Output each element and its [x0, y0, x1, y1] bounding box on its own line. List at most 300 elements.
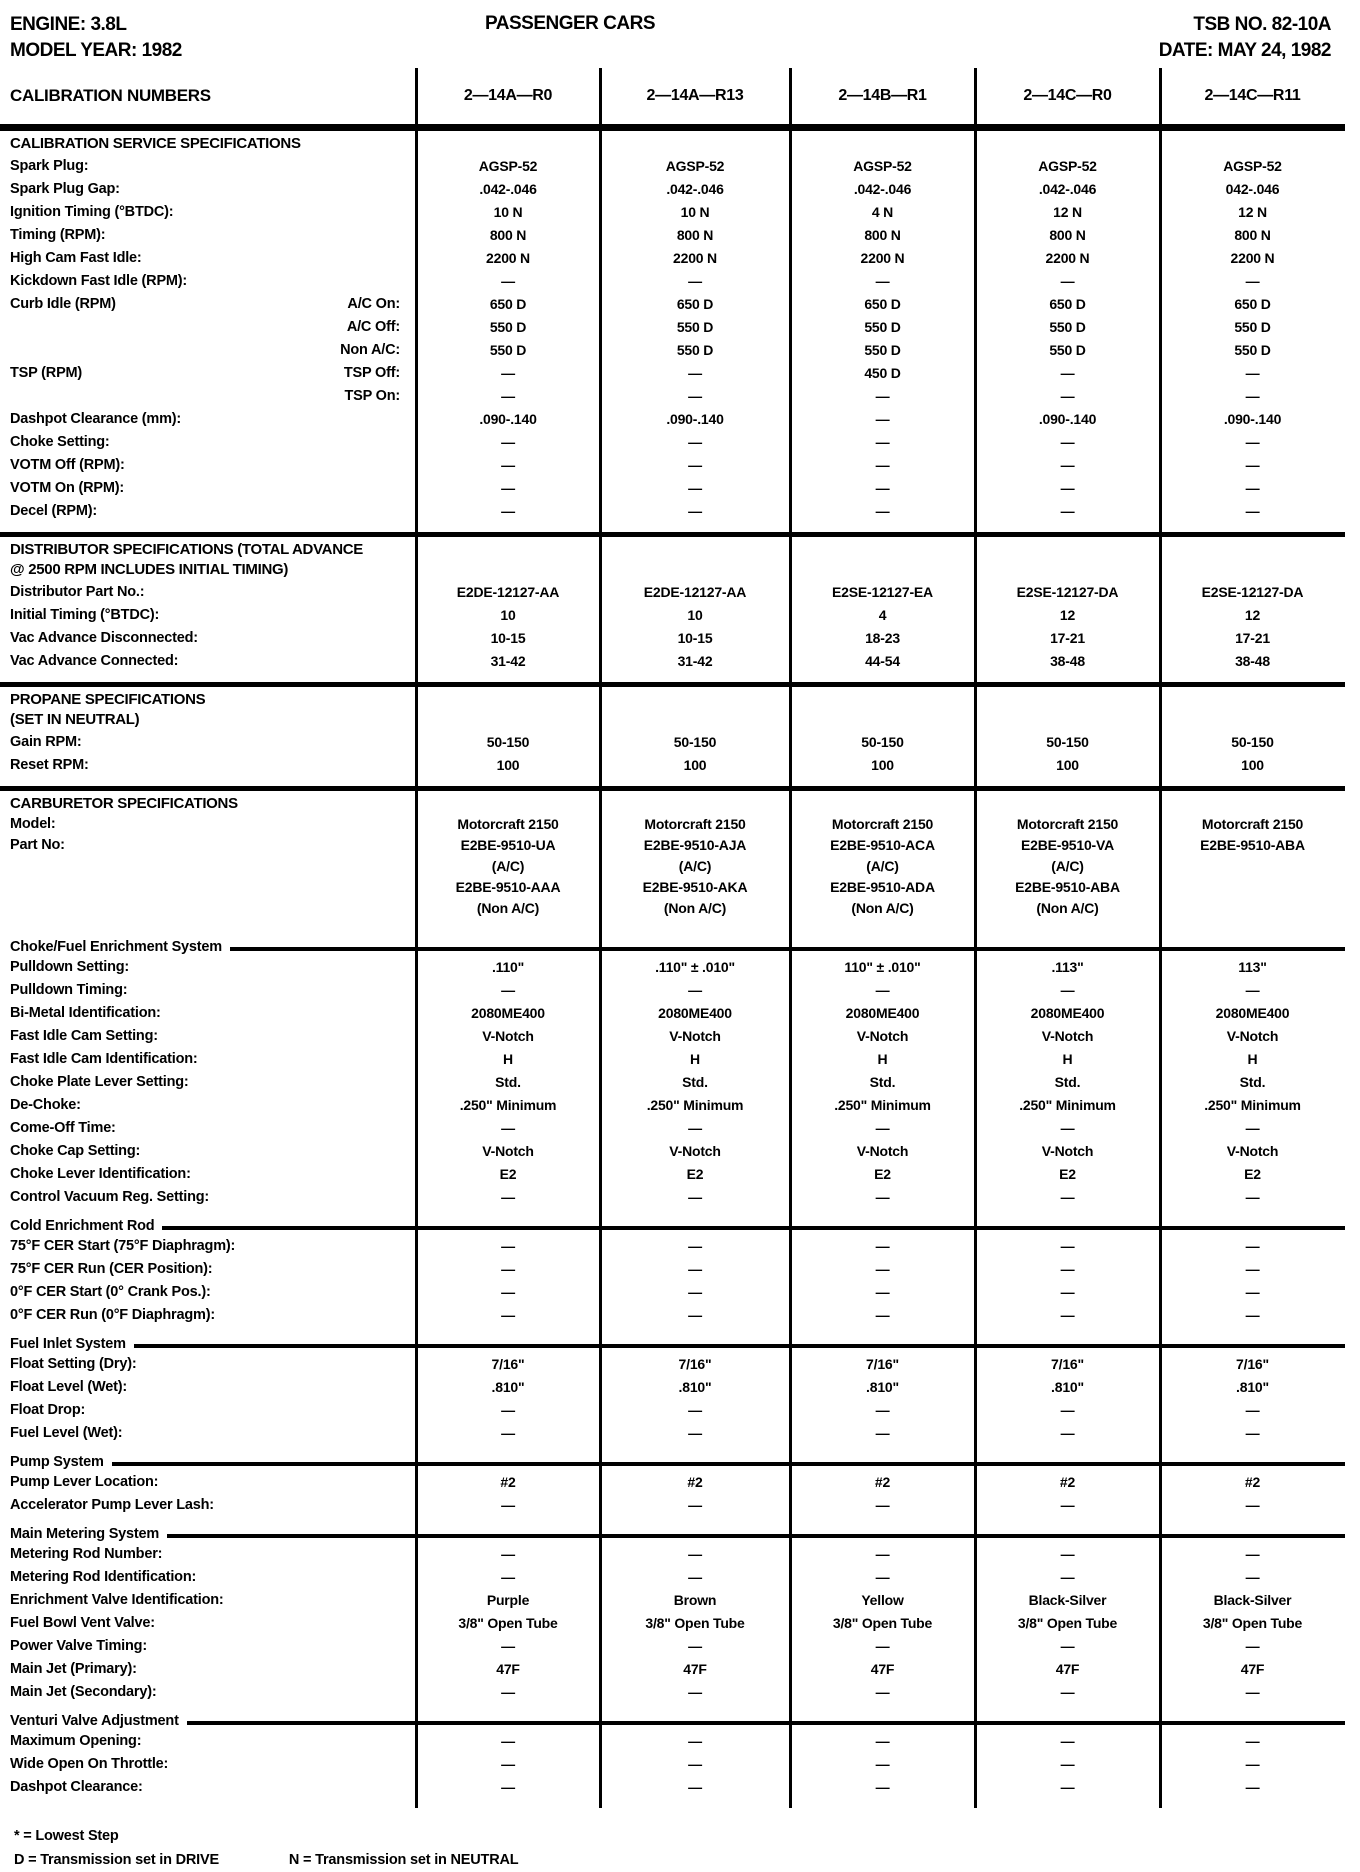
spec-value: —: [688, 1260, 702, 1277]
spec-value: —: [688, 1778, 702, 1795]
row-label: [0, 1779, 416, 1795]
row-label-text: Come-Off Time:: [10, 1119, 116, 1136]
spec-value: —: [501, 1260, 515, 1277]
row-label: [0, 1592, 416, 1608]
spec-value: —: [501, 1755, 515, 1772]
section-title-line: DISTRIBUTOR SPECIFICATIONS (TOTAL ADVANCE: [10, 541, 363, 558]
spec-row: [0, 1588, 1345, 1611]
spec-row: [0, 730, 1345, 753]
row-label: [0, 273, 416, 289]
spec-value: 47F: [1240, 1660, 1265, 1677]
row-label: [0, 181, 416, 197]
spec-value-line: E2BE-9510-AAA: [455, 879, 561, 895]
row-label-text: TSP (RPM): [10, 364, 83, 381]
spec-value: —: [1245, 1732, 1260, 1749]
spec-value: —: [1060, 1260, 1075, 1277]
subsection-header: [0, 1705, 1345, 1729]
row-label-text: 75°F CER Run (CER Position):: [10, 1260, 213, 1277]
spec-value: 550 D: [1234, 341, 1271, 358]
row-label: [0, 607, 416, 623]
row-sublabel: A/C On:: [347, 295, 400, 312]
spec-value: .250" Minimum: [646, 1096, 744, 1113]
footnote-neutral: N = Transmission set in NEUTRAL: [288, 1852, 519, 1868]
spec-value: —: [1245, 272, 1260, 289]
row-label: [0, 1546, 416, 1562]
spec-value: —: [1245, 1237, 1260, 1254]
row-label: [0, 1307, 416, 1323]
spec-value: —: [688, 1683, 702, 1700]
spec-value: —: [688, 1568, 702, 1585]
spec-value: —: [688, 1732, 702, 1749]
spec-row: [0, 338, 1345, 361]
subsection-header: [0, 1446, 1345, 1470]
spec-value: H: [690, 1050, 700, 1067]
row-label: [0, 411, 416, 427]
spec-value-line: E2BE-9510-ACA: [830, 837, 935, 853]
spec-value: .042-.046: [1038, 180, 1097, 197]
footnotes: [0, 1808, 1345, 1872]
spec-row: [0, 955, 1345, 978]
spec-value: —: [1245, 1545, 1260, 1562]
spec-value: [790, 814, 975, 919]
spec-value: —: [1245, 1637, 1260, 1654]
row-label: [0, 319, 416, 335]
column-divider: [789, 68, 792, 1808]
spec-value: —: [875, 981, 890, 998]
spec-row: [0, 1634, 1345, 1657]
spec-row: [0, 1093, 1345, 1116]
spec-value: AGSP-52: [1038, 157, 1097, 174]
spec-value: —: [1060, 1283, 1075, 1300]
spec-value: 50-150: [1046, 733, 1089, 750]
spec-row: [0, 200, 1345, 223]
spec-value: 100: [683, 756, 707, 773]
spec-value: 3/8" Open Tube: [832, 1614, 933, 1631]
spec-value: —: [1245, 1496, 1260, 1513]
row-label: [0, 1615, 416, 1631]
row-label-text: Spark Plug:: [10, 157, 89, 174]
spec-value: 4: [878, 606, 887, 623]
header-right-block: [780, 12, 1345, 64]
row-label-text: Curb Idle (RPM): [10, 295, 116, 312]
spec-value: #2: [1244, 1473, 1261, 1490]
row-label: [0, 342, 416, 358]
spec-value: .250" Minimum: [834, 1096, 931, 1113]
spec-row: [0, 1116, 1345, 1139]
spec-value: —: [688, 1188, 702, 1205]
spec-value: —: [875, 1237, 890, 1254]
spec-value: .042-.046: [666, 180, 724, 197]
spec-value-line: (Non A/C): [476, 900, 540, 916]
spec-value: —: [688, 1637, 702, 1654]
column-header-2: 2—14A—R13: [646, 87, 744, 104]
spec-value: —: [501, 456, 515, 473]
spec-value: —: [1060, 433, 1075, 450]
row-label-text: Dashpot Clearance:: [10, 1778, 143, 1795]
spec-value: —: [875, 1496, 890, 1513]
row-label-text: Enrichment Valve Identification:: [10, 1591, 224, 1608]
row-label-text: Metering Rod Identification:: [10, 1568, 197, 1585]
spec-value: 4 N: [871, 203, 894, 220]
spec-row: [0, 603, 1345, 626]
row-label-text: Main Jet (Secondary):: [10, 1683, 157, 1700]
row-label-text: Pump Lever Location:: [10, 1473, 159, 1490]
spec-value-line: E2BE-9510-UA: [460, 837, 556, 853]
spec-value: AGSP-52: [665, 157, 725, 174]
spec-value: —: [1060, 479, 1075, 496]
spec-value: —: [688, 387, 702, 404]
spec-value: 100: [1056, 756, 1079, 773]
spec-value: 17-21: [1235, 629, 1270, 646]
row-label-text: 75°F CER Start (75°F Diaphragm):: [10, 1237, 236, 1254]
spec-value: —: [1060, 1637, 1075, 1654]
spec-value: 2200 N: [1045, 249, 1090, 266]
spec-value: 47F: [1055, 1660, 1080, 1677]
spec-value: .250" Minimum: [1019, 1096, 1116, 1113]
spec-value: 2080ME400: [658, 1004, 732, 1021]
spec-value-line: (Non A/C): [851, 900, 914, 916]
spec-value: 10 N: [680, 203, 710, 220]
row-label: [0, 1638, 416, 1654]
row-label: [0, 250, 416, 266]
spec-value: —: [688, 1401, 702, 1418]
row-label: [0, 503, 416, 519]
row-label-text: Metering Rod Number:: [10, 1545, 163, 1562]
spec-value: —: [875, 1778, 890, 1795]
spec-value: 2200 N: [486, 249, 530, 266]
spec-row: [0, 246, 1345, 269]
spec-value: 3/8" Open Tube: [645, 1614, 745, 1631]
spec-value: —: [1060, 1237, 1075, 1254]
row-label: [0, 959, 416, 975]
spec-value-line: (A/C): [491, 858, 525, 874]
spec-value: 550 D: [676, 318, 714, 335]
spec-value: —: [1060, 272, 1075, 289]
spec-value: .090-.140: [1038, 410, 1097, 427]
spec-value: 7/16": [678, 1355, 712, 1372]
spec-value: —: [1060, 1424, 1075, 1441]
table-section: [0, 537, 1345, 682]
spec-value: [600, 814, 790, 919]
spec-value: 650 D: [676, 295, 714, 312]
spec-value: —: [501, 433, 515, 450]
spec-row: [0, 1752, 1345, 1775]
spec-value: —: [1245, 364, 1260, 381]
spec-value: —: [688, 502, 702, 519]
spec-row: [0, 1303, 1345, 1326]
spec-value: #2: [874, 1473, 891, 1490]
row-label-text: Fuel Bowl Vent Valve:: [10, 1614, 155, 1631]
spec-value: E2: [1244, 1165, 1261, 1182]
spec-value: —: [501, 479, 515, 496]
row-label-text: Vac Advance Disconnected:: [10, 629, 198, 646]
calibration-numbers-label: CALIBRATION NUMBERS: [10, 86, 211, 105]
spec-value: 44-54: [865, 652, 900, 669]
spec-value-line: E2BE-9510-ABA: [1015, 879, 1120, 895]
spec-value: 7/16": [1236, 1355, 1269, 1372]
row-label: [0, 1425, 416, 1441]
row-label-text: Control Vacuum Reg. Setting:: [10, 1188, 210, 1205]
spec-value: V-Notch: [669, 1142, 721, 1159]
spec-value: 042-.046: [1225, 180, 1280, 197]
spec-value: AGSP-52: [1223, 157, 1282, 174]
spec-value: —: [501, 364, 515, 381]
spec-value: .250" Minimum: [1204, 1096, 1301, 1113]
row-label-text: Choke Plate Lever Setting:: [10, 1073, 189, 1090]
footnote-lowest-step: * = Lowest Step: [14, 1828, 119, 1844]
spec-value: 2080ME400: [471, 1004, 545, 1021]
subsection-label: Venturi Valve Adjustment: [10, 1713, 179, 1729]
row-label-text: Float Setting (Dry):: [10, 1355, 137, 1372]
spec-value: V-Notch: [1226, 1142, 1279, 1159]
row-label-text: Spark Plug Gap:: [10, 180, 120, 197]
spec-value: —: [501, 1778, 515, 1795]
spec-value: —: [688, 1119, 702, 1136]
spec-value: —: [1060, 1732, 1075, 1749]
spec-value: .090-.140: [479, 410, 537, 427]
spec-value: —: [875, 410, 890, 427]
row-label: [0, 1474, 416, 1490]
spec-row: [0, 1680, 1345, 1703]
spec-row: [0, 177, 1345, 200]
spec-value: 550 D: [1234, 318, 1271, 335]
row-label-text: Reset RPM:: [10, 756, 89, 773]
row-label-text: Choke Lever Identification:: [10, 1165, 191, 1182]
section-title: [0, 690, 1345, 730]
header-left-block: [10, 12, 360, 64]
spec-value: .250" Minimum: [459, 1096, 557, 1113]
spec-value: —: [1060, 364, 1075, 381]
spec-value: 100: [496, 756, 520, 773]
spec-value: —: [501, 981, 515, 998]
spec-value: 2080ME400: [1030, 1004, 1105, 1021]
spec-value: —: [875, 456, 890, 473]
spec-value: —: [875, 479, 890, 496]
row-label-text: Ignition Timing (°BTDC):: [10, 203, 174, 220]
spec-row: [0, 814, 1345, 919]
spec-value: —: [688, 456, 702, 473]
spec-value: 12: [1244, 606, 1261, 623]
spec-row: [0, 1139, 1345, 1162]
spec-value: —: [875, 387, 890, 404]
spec-value-line: (A/C): [678, 858, 712, 874]
spec-value: [416, 814, 600, 919]
subsection-label: Choke/Fuel Enrichment System: [10, 939, 222, 955]
spec-value: —: [688, 1283, 702, 1300]
section-title: [0, 794, 1345, 814]
row-label-text: Gain RPM:: [10, 733, 82, 750]
spec-value: —: [688, 1545, 702, 1562]
spec-value: .110" ± .010": [655, 958, 735, 975]
spec-value: Std.: [682, 1073, 708, 1090]
row-label: [0, 1120, 416, 1136]
spec-value: 550 D: [1049, 318, 1086, 335]
spec-value: Std.: [495, 1073, 521, 1090]
spec-value: —: [1060, 1306, 1075, 1323]
spec-row: [0, 1565, 1345, 1588]
spec-value: —: [688, 1306, 702, 1323]
row-label-text: 0°F CER Run (0°F Diaphragm):: [10, 1306, 215, 1323]
spec-value: 10-15: [677, 629, 713, 646]
row-label: [0, 584, 416, 600]
spec-value: 10: [687, 606, 703, 623]
spec-value: H: [1247, 1050, 1258, 1067]
spec-value: —: [1060, 981, 1075, 998]
spec-value: —: [501, 502, 515, 519]
spec-value: .810": [866, 1378, 899, 1395]
spec-row: [0, 1421, 1345, 1444]
row-label-text: Power Valve Timing:: [10, 1637, 147, 1654]
row-sublabel: TSP On:: [344, 387, 400, 404]
row-label: [0, 982, 416, 998]
page-title: PASSENGER CARS: [484, 13, 655, 34]
spec-row: [0, 499, 1345, 522]
spec-value: —: [501, 1119, 515, 1136]
spec-value: —: [1245, 1306, 1260, 1323]
spec-value: —: [1060, 1188, 1075, 1205]
spec-row: [0, 361, 1345, 384]
spec-value: —: [688, 1496, 702, 1513]
spec-value: 550 D: [864, 341, 901, 358]
spec-value: —: [875, 1260, 890, 1277]
spec-value: E2SE-12127-DA: [1201, 583, 1304, 600]
spec-value: E2SE-12127-DA: [1016, 583, 1119, 600]
row-label: [0, 1569, 416, 1585]
spec-value: —: [875, 1119, 890, 1136]
spec-value: H: [877, 1050, 888, 1067]
spec-value: —: [501, 1401, 515, 1418]
row-label: [0, 1166, 416, 1182]
spec-row: [0, 580, 1345, 603]
row-label-text: Decel (RPM):: [10, 502, 98, 519]
spec-value: —: [875, 1306, 890, 1323]
spec-value: H: [503, 1050, 513, 1067]
spec-value-line: Motorcraft 2150: [831, 816, 934, 832]
section-title: [0, 134, 1345, 154]
row-label: [0, 1733, 416, 1749]
row-label: [0, 1189, 416, 1205]
row-label: [0, 630, 416, 646]
spec-value: AGSP-52: [478, 157, 538, 174]
row-label: [0, 1238, 416, 1254]
row-label-text: Pulldown Setting:: [10, 958, 130, 975]
spec-value: 10: [500, 606, 516, 623]
spec-row: [0, 453, 1345, 476]
row-label: [0, 1261, 416, 1277]
spec-value-line: E2BE-9510-ADA: [830, 879, 935, 895]
spec-value: —: [1245, 1188, 1260, 1205]
spec-value: 3/8" Open Tube: [458, 1614, 558, 1631]
section-title-line: CALIBRATION SERVICE SPECIFICATIONS: [10, 135, 301, 152]
table-sections: [0, 131, 1345, 1808]
spec-value: —: [1245, 1778, 1260, 1795]
table-section: [0, 687, 1345, 786]
spec-row: [0, 1493, 1345, 1516]
spec-value: .090-.140: [1223, 410, 1282, 427]
spec-value: 12 N: [1053, 203, 1082, 220]
spec-value: —: [1060, 456, 1075, 473]
spec-value-line: E2BE-9510-VA: [1020, 837, 1115, 853]
tsb-date: DATE: MAY 24, 1982: [1158, 40, 1331, 61]
spec-value: 110" ± .010": [844, 958, 921, 975]
spec-value: —: [501, 1568, 515, 1585]
spec-row: [0, 407, 1345, 430]
subsection-rule: [167, 1534, 1345, 1538]
spec-value: —: [875, 1424, 890, 1441]
spec-value: —: [1245, 1755, 1260, 1772]
spec-value: —: [501, 272, 515, 289]
spec-value: Std.: [869, 1073, 896, 1090]
row-label: [0, 1402, 416, 1418]
spec-value: 2200 N: [673, 249, 717, 266]
spec-value: E2DE-12127-AA: [456, 583, 560, 600]
spec-value: 100: [1241, 756, 1264, 773]
spec-value: Black-Silver: [1028, 1591, 1107, 1608]
spec-row: [0, 1257, 1345, 1280]
spec-value: 550 D: [489, 318, 527, 335]
spec-value: —: [875, 433, 890, 450]
subsection-label: Cold Enrichment Rod: [10, 1218, 155, 1234]
row-label: [0, 204, 416, 220]
spec-value: —: [1245, 981, 1260, 998]
spec-row: [0, 1047, 1345, 1070]
row-label-text: Main Jet (Primary):: [10, 1660, 137, 1677]
spec-value: —: [1060, 1568, 1075, 1585]
spec-value: —: [501, 1283, 515, 1300]
spec-value: .810": [1051, 1378, 1084, 1395]
spec-row: [0, 292, 1345, 315]
spec-value: —: [1245, 1424, 1260, 1441]
row-label: [0, 1684, 416, 1700]
spec-value: —: [688, 981, 702, 998]
spec-value: E2: [686, 1165, 704, 1182]
row-sublabel: Non A/C:: [340, 341, 400, 358]
spec-value: [975, 814, 1160, 919]
spec-value: —: [1245, 1260, 1260, 1277]
column-divider: [599, 68, 602, 1808]
spec-value: E2SE-12127-EA: [832, 583, 933, 600]
spec-row: [0, 223, 1345, 246]
spec-value: .042-.046: [853, 180, 912, 197]
spec-value: 100: [871, 756, 894, 773]
column-header-1: 2—14A—R0: [463, 87, 553, 104]
row-label: [0, 434, 416, 450]
row-label: [0, 1028, 416, 1044]
spec-value: #2: [687, 1473, 703, 1490]
spec-value: 2080ME400: [1215, 1004, 1290, 1021]
table-section: [0, 131, 1345, 532]
row-label-text: Choke Setting:: [10, 433, 110, 450]
spec-value: —: [688, 272, 702, 289]
spec-value: 47F: [683, 1660, 707, 1677]
specification-table: [0, 68, 1345, 1808]
spec-value: 47F: [870, 1660, 895, 1677]
spec-value: —: [1060, 387, 1075, 404]
row-label: [0, 365, 416, 381]
spec-value: 38-48: [1235, 652, 1270, 669]
spec-value: 2080ME400: [845, 1004, 920, 1021]
row-label: [0, 1661, 416, 1677]
section-title-line: PROPANE SPECIFICATIONS: [10, 691, 206, 708]
row-label: [0, 1051, 416, 1067]
row-label: [0, 1284, 416, 1300]
spec-value: —: [501, 1637, 515, 1654]
spec-value: 800 N: [864, 226, 901, 243]
row-label-text: Kickdown Fast Idle (RPM):: [10, 272, 188, 289]
spec-value: —: [1245, 502, 1260, 519]
spec-row: [0, 626, 1345, 649]
row-label: [0, 1497, 416, 1513]
